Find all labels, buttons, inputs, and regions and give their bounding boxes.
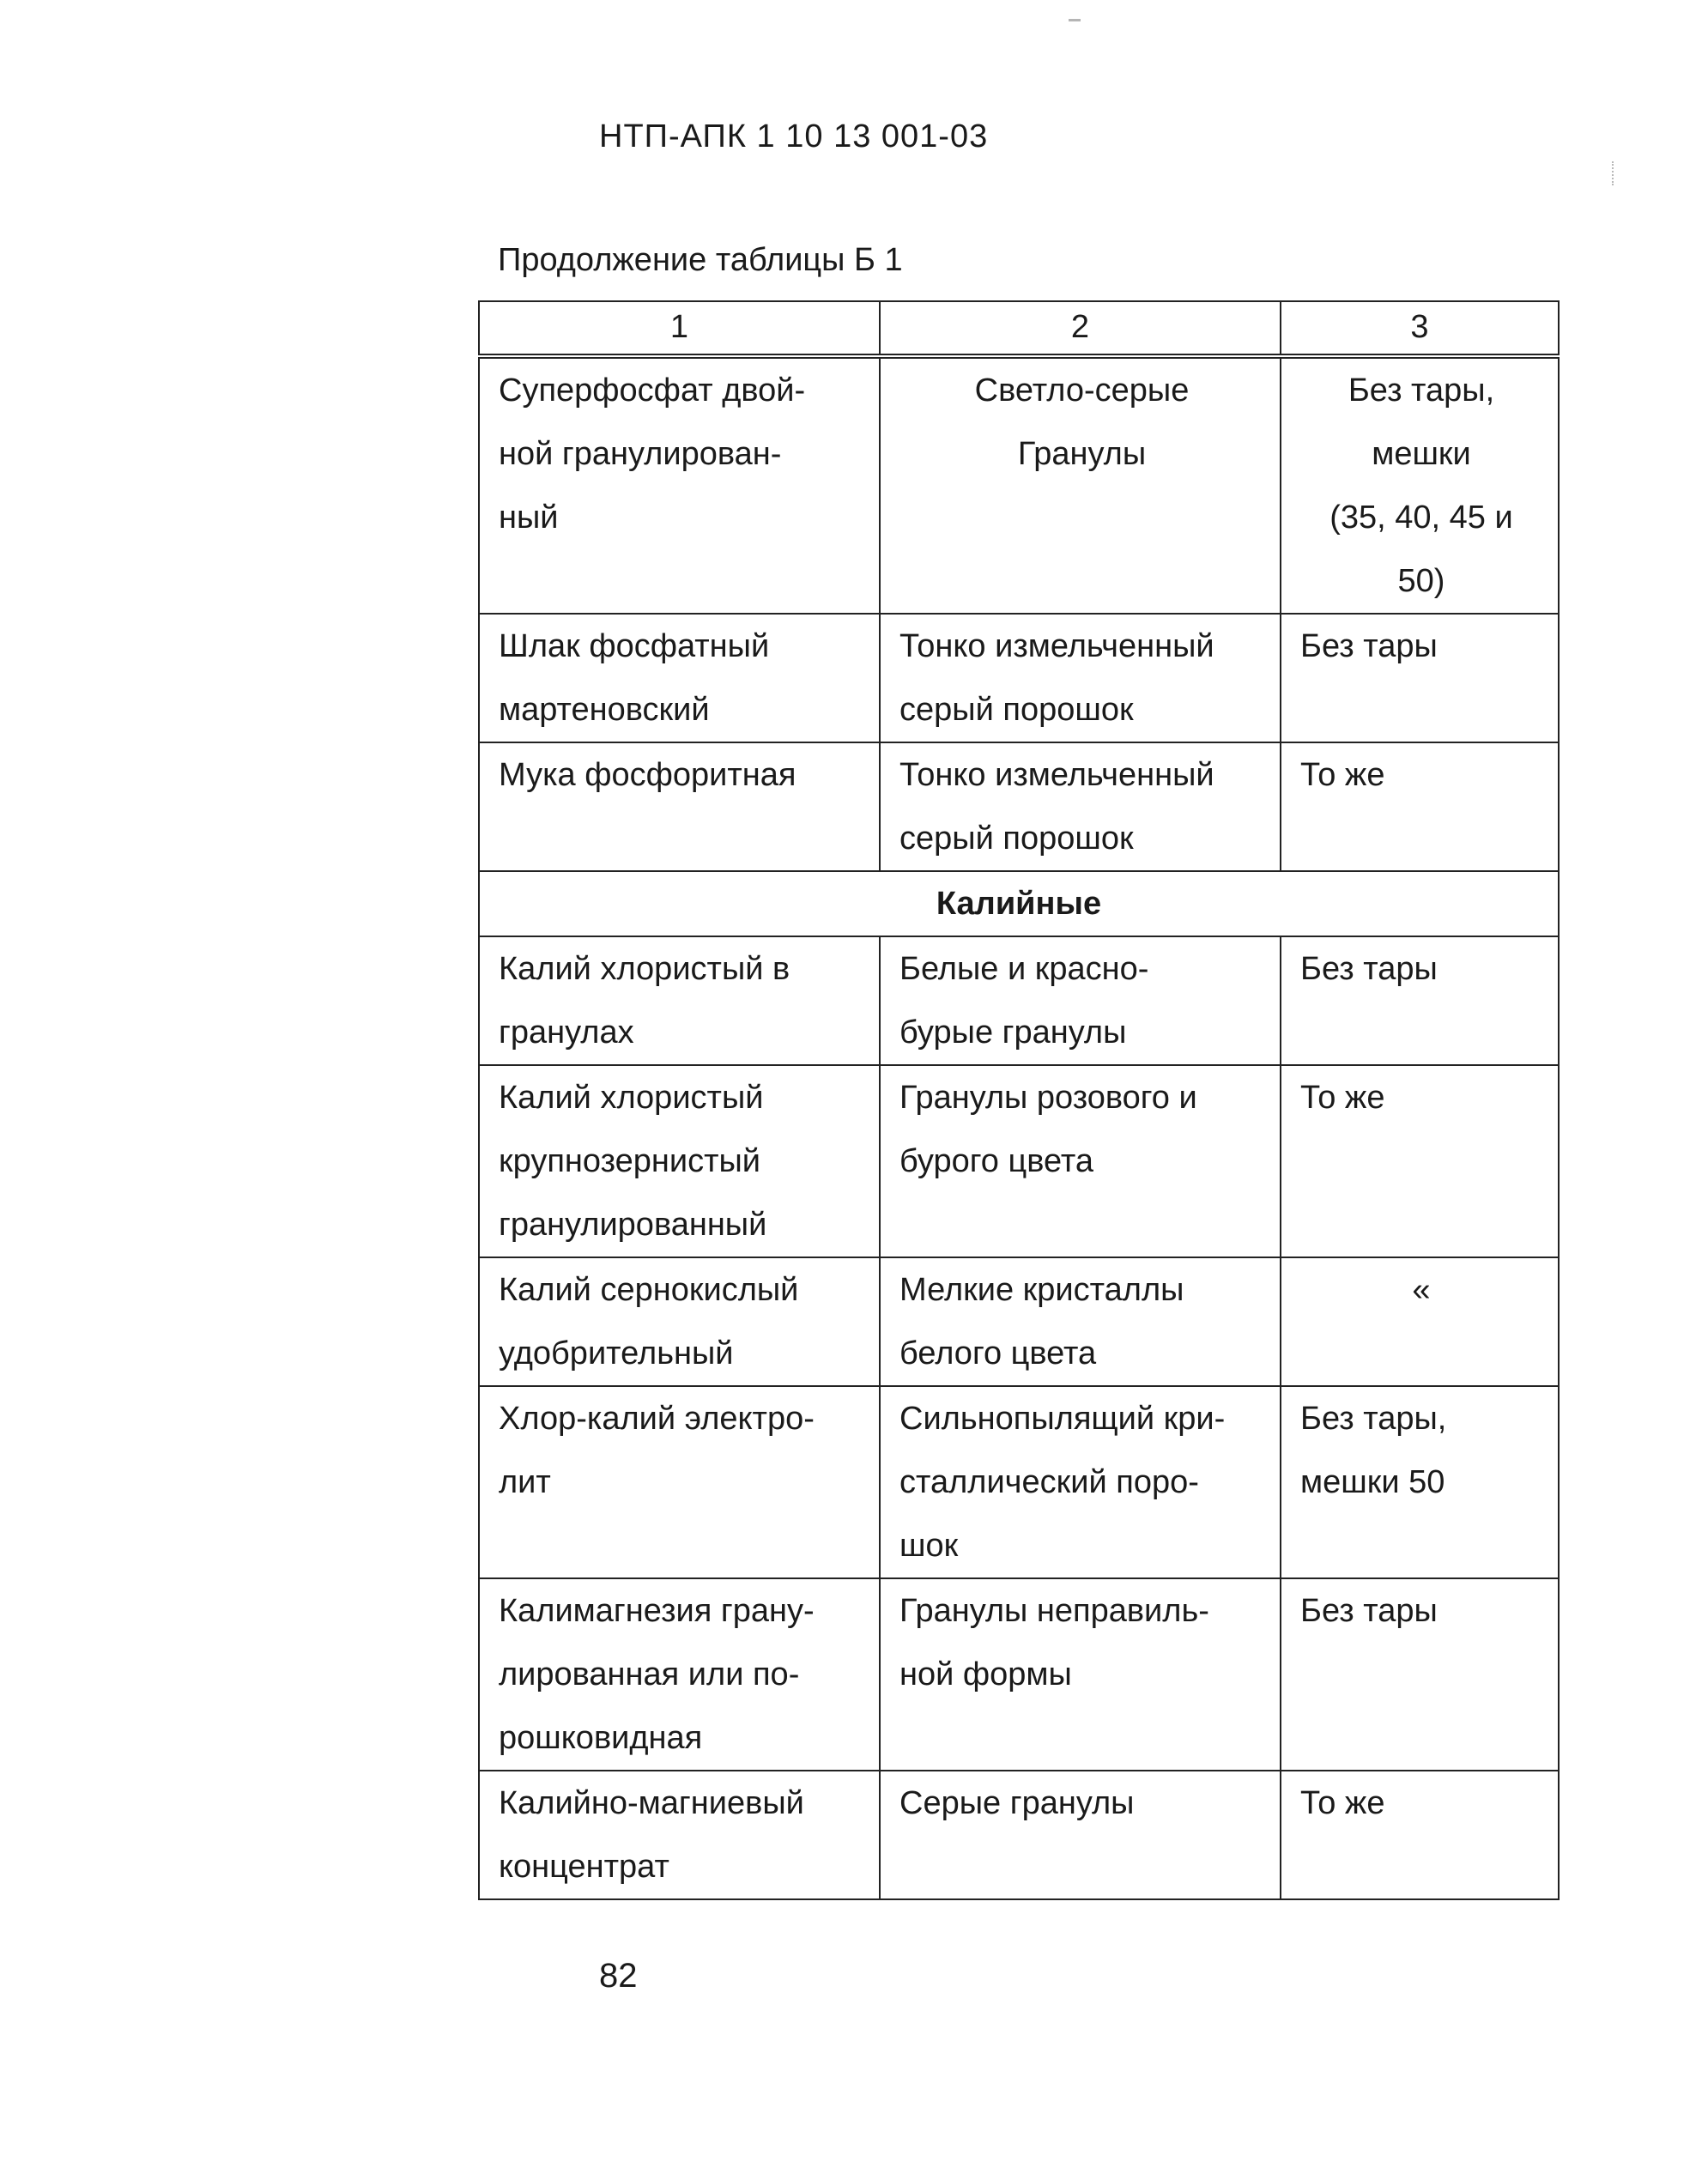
cell-line: Без тары — [1300, 951, 1438, 987]
cell-name — [479, 936, 880, 1065]
cell-line: Хлор-калий электро- — [499, 1401, 815, 1437]
cell-appearance — [880, 1386, 1281, 1578]
cell-line: шок — [899, 1528, 959, 1564]
section-title: Калийные — [479, 871, 1559, 936]
scan-edge-mark — [1612, 161, 1616, 185]
cell-appearance — [880, 1065, 1281, 1257]
cell-packaging — [1281, 936, 1559, 1065]
cell-line: серый порошок — [899, 692, 1134, 728]
cell-line: Гранулы неправиль- — [899, 1593, 1209, 1629]
cell-appearance — [880, 356, 1281, 614]
cell-name — [479, 1578, 880, 1771]
cell-line: (35, 40, 45 и — [1329, 500, 1513, 536]
cell-line: гранулированный — [499, 1207, 767, 1243]
table-row — [479, 614, 1559, 742]
cell-line: мешки 50 — [1300, 1464, 1445, 1500]
cell-line: То же — [1300, 757, 1385, 793]
cell-line: Мука фосфоритная — [499, 757, 796, 793]
cell-name — [479, 1771, 880, 1899]
cell-line: серый порошок — [899, 821, 1134, 857]
cell-appearance — [880, 1578, 1281, 1771]
cell-line: Тонко измельченный — [899, 628, 1214, 664]
cell-name — [479, 1386, 880, 1578]
cell-line: Калийно-магниевый — [499, 1785, 804, 1821]
cell-line: Гранулы — [1017, 436, 1147, 472]
cell-line: сталлический поро- — [899, 1464, 1199, 1500]
cell-line: бурые гранулы — [899, 1014, 1127, 1051]
table-row — [479, 1257, 1559, 1386]
cell-appearance — [880, 742, 1281, 871]
cell-line: « — [1412, 1272, 1431, 1308]
cell-line: Калий хлористый — [499, 1080, 764, 1116]
cell-name — [479, 742, 880, 871]
cell-line: Белые и красно- — [899, 951, 1149, 987]
cell-appearance — [880, 1257, 1281, 1386]
cell-packaging — [1281, 1386, 1559, 1578]
cell-line: гранулах — [499, 1014, 634, 1051]
document-code: НТП-АПК 1 10 13 001-03 — [599, 118, 989, 154]
table-row — [479, 936, 1559, 1065]
cell-line: Калий хлористый в — [499, 951, 790, 987]
table-row — [479, 1386, 1559, 1578]
table-row — [479, 1578, 1559, 1771]
cell-name — [479, 1065, 880, 1257]
cell-line: ной формы — [899, 1656, 1072, 1693]
column-header-2: 2 — [880, 301, 1281, 356]
cell-line: Серые гранулы — [899, 1785, 1135, 1821]
cell-line: ный — [499, 500, 559, 536]
cell-line: Гранулы розового и — [899, 1080, 1197, 1116]
cell-line: То же — [1300, 1785, 1385, 1821]
cell-line: Светло-серые — [974, 372, 1190, 409]
cell-packaging — [1281, 1065, 1559, 1257]
cell-line: 50) — [1397, 563, 1445, 599]
table-row — [479, 356, 1559, 614]
cell-line: То же — [1300, 1080, 1385, 1116]
cell-appearance — [880, 1771, 1281, 1899]
cell-line: Мелкие кристаллы — [899, 1272, 1184, 1308]
cell-packaging — [1281, 356, 1559, 614]
cell-line: мешки — [1372, 436, 1471, 472]
cell-packaging — [1281, 614, 1559, 742]
table-row — [479, 1771, 1559, 1899]
cell-line: лит — [499, 1464, 551, 1500]
cell-line: крупнозернистый — [499, 1143, 761, 1179]
cell-line: Калимагнезия грану- — [499, 1593, 815, 1629]
cell-name — [479, 614, 880, 742]
table-row — [479, 742, 1559, 871]
cell-line: ной гранулирован- — [499, 436, 782, 472]
scan-mark — [1069, 19, 1081, 21]
cell-packaging — [1281, 1578, 1559, 1771]
cell-line: Без тары, — [1300, 1401, 1447, 1437]
table-header-row — [479, 301, 1559, 356]
cell-line: бурого цвета — [899, 1143, 1093, 1179]
table-row — [479, 1065, 1559, 1257]
cell-line: Без тары — [1300, 628, 1438, 664]
cell-packaging — [1281, 1771, 1559, 1899]
cell-line: Тонко измельченный — [899, 757, 1214, 793]
cell-line: белого цвета — [899, 1335, 1097, 1372]
cell-packaging — [1281, 742, 1559, 871]
cell-line: Без тары — [1300, 1593, 1438, 1629]
cell-line: Калий сернокислый — [499, 1272, 799, 1308]
cell-appearance — [880, 936, 1281, 1065]
cell-line: лированная или по- — [499, 1656, 800, 1693]
cell-line: рошковидная — [499, 1720, 703, 1756]
fertilizer-table — [478, 300, 1560, 1900]
cell-line: Шлак фосфатный — [499, 628, 770, 664]
page-number: 82 — [599, 1957, 638, 1995]
cell-line: Суперфосфат двой- — [499, 372, 806, 409]
cell-line: удобрительный — [499, 1335, 734, 1372]
cell-line: Сильнопылящий кри- — [899, 1401, 1226, 1437]
cell-name — [479, 356, 880, 614]
cell-line: Без тары, — [1348, 372, 1495, 409]
cell-line: мартеновский — [499, 692, 710, 728]
column-header-1: 1 — [479, 301, 880, 356]
cell-name — [479, 1257, 880, 1386]
cell-line: концентрат — [499, 1849, 669, 1885]
section-row — [479, 871, 1559, 936]
table-caption: Продолжение таблицы Б 1 — [498, 242, 903, 278]
cell-packaging — [1281, 1257, 1559, 1386]
column-header-3: 3 — [1281, 301, 1559, 356]
cell-appearance — [880, 614, 1281, 742]
